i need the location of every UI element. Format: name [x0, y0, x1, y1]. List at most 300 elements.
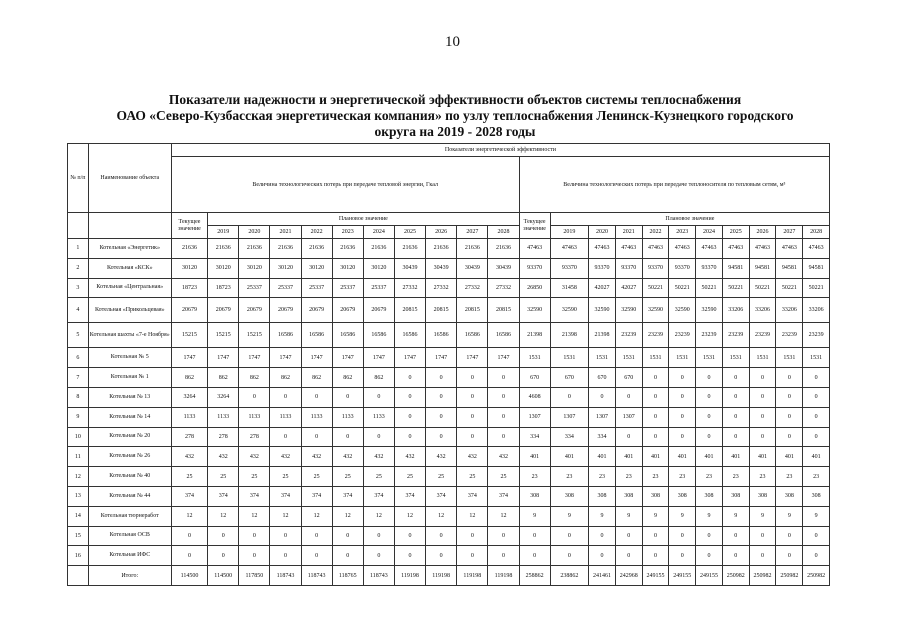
header-water-planned: Плановое значение — [550, 213, 829, 226]
water-planned-value: 0 — [803, 427, 830, 447]
water-planned-value: 23 — [803, 467, 830, 487]
water-planned-value: 50221 — [696, 278, 723, 298]
heat-planned-value: 16586 — [270, 323, 301, 348]
total-water-planned: 250982 — [722, 566, 749, 586]
heat-planned-value: 432 — [363, 447, 394, 467]
heat-planned-value: 1747 — [488, 348, 519, 368]
header-heat-current: Текущее значение — [171, 213, 207, 239]
heat-planned-value: 30120 — [301, 258, 332, 278]
heat-planned-value: 20815 — [488, 298, 519, 323]
water-planned-value: 23 — [722, 467, 749, 487]
header-heat-year: 2023 — [332, 226, 363, 239]
heat-planned-value: 25337 — [332, 278, 363, 298]
title-line-1: Показатели надежности и энергетической эффективности объектов системы теплоснабжения — [168, 92, 742, 107]
heat-planned-value: 1133 — [301, 407, 332, 427]
table-row — [68, 546, 857, 566]
water-planned-value: 0 — [749, 526, 776, 546]
row-number: 2 — [68, 258, 89, 278]
heat-planned-value: 0 — [363, 387, 394, 407]
water-planned-value: 50221 — [722, 278, 749, 298]
heat-planned-value: 374 — [208, 486, 239, 506]
water-planned-value: 0 — [776, 526, 803, 546]
heat-planned-value: 0 — [426, 368, 457, 388]
water-planned-value: 93370 — [642, 258, 669, 278]
water-planned-value: 0 — [776, 407, 803, 427]
heat-planned-value: 30439 — [426, 258, 457, 278]
heat-planned-value: 862 — [363, 368, 394, 388]
heat-current-value: 278 — [171, 427, 207, 447]
header-water-year: 2026 — [749, 226, 776, 239]
water-planned-value: 401 — [642, 447, 669, 467]
heat-planned-value: 25 — [457, 467, 488, 487]
heat-planned-value: 30120 — [270, 258, 301, 278]
water-planned-value: 0 — [669, 407, 696, 427]
heat-planned-value: 1133 — [208, 407, 239, 427]
header-water-year: 2022 — [642, 226, 669, 239]
water-current-value: 21398 — [519, 323, 550, 348]
water-planned-value: 0 — [669, 387, 696, 407]
water-current-value: 0 — [519, 526, 550, 546]
heat-current-value: 862 — [171, 368, 207, 388]
heat-planned-value: 3264 — [208, 387, 239, 407]
water-current-value: 334 — [519, 427, 550, 447]
heat-planned-value: 862 — [208, 368, 239, 388]
heat-planned-value: 0 — [394, 546, 425, 566]
heat-planned-value: 25 — [363, 467, 394, 487]
heat-planned-value: 21636 — [394, 239, 425, 259]
table-row — [68, 258, 857, 278]
heat-planned-value: 0 — [457, 427, 488, 447]
heat-planned-value: 1747 — [270, 348, 301, 368]
water-planned-value: 47463 — [669, 239, 696, 259]
heat-planned-value: 30120 — [363, 258, 394, 278]
total-water-planned: 250982 — [776, 566, 803, 586]
heat-planned-value: 432 — [457, 447, 488, 467]
water-planned-value: 0 — [749, 546, 776, 566]
water-planned-value: 401 — [749, 447, 776, 467]
water-planned-value: 23239 — [803, 323, 830, 348]
water-planned-value: 308 — [749, 486, 776, 506]
water-planned-value: 308 — [669, 486, 696, 506]
water-planned-value: 0 — [642, 427, 669, 447]
water-planned-value: 9 — [722, 506, 749, 526]
table-row — [68, 239, 857, 259]
water-planned-value: 1531 — [803, 348, 830, 368]
object-name: Котельная № 14 — [88, 407, 171, 427]
heat-planned-value: 374 — [270, 486, 301, 506]
total-heat-planned: 119198 — [394, 566, 425, 586]
water-planned-value: 0 — [722, 427, 749, 447]
water-planned-value: 0 — [589, 546, 616, 566]
heat-planned-value: 15215 — [239, 323, 270, 348]
water-current-value: 23 — [519, 467, 550, 487]
water-planned-value: 47463 — [615, 239, 642, 259]
heat-planned-value: 0 — [332, 546, 363, 566]
total-heat-planned: 119198 — [457, 566, 488, 586]
heat-current-value: 1133 — [171, 407, 207, 427]
heat-planned-value: 374 — [363, 486, 394, 506]
heat-planned-value: 21636 — [208, 239, 239, 259]
heat-planned-value: 0 — [270, 427, 301, 447]
water-planned-value: 1531 — [749, 348, 776, 368]
water-planned-value: 0 — [803, 387, 830, 407]
water-planned-value: 23 — [669, 467, 696, 487]
object-name: Котельная «КСК» — [88, 258, 171, 278]
heat-planned-value: 0 — [301, 526, 332, 546]
water-planned-value: 9 — [696, 506, 723, 526]
water-planned-value: 50221 — [642, 278, 669, 298]
heat-current-value: 374 — [171, 486, 207, 506]
heat-planned-value: 20679 — [239, 298, 270, 323]
water-planned-value: 0 — [615, 526, 642, 546]
water-planned-value: 308 — [589, 486, 616, 506]
water-planned-value: 308 — [803, 486, 830, 506]
total-heat-planned: 119198 — [426, 566, 457, 586]
total-water-planned: 249155 — [696, 566, 723, 586]
heat-planned-value: 1747 — [301, 348, 332, 368]
heat-planned-value: 25337 — [301, 278, 332, 298]
heat-planned-value: 374 — [488, 486, 519, 506]
water-planned-value: 0 — [776, 546, 803, 566]
object-name: Котельная ОСВ — [88, 526, 171, 546]
water-planned-value: 32590 — [642, 298, 669, 323]
water-planned-value: 1531 — [776, 348, 803, 368]
heat-planned-value: 25337 — [239, 278, 270, 298]
water-planned-value: 0 — [696, 387, 723, 407]
heat-planned-value: 374 — [394, 486, 425, 506]
water-planned-value: 334 — [589, 427, 616, 447]
heat-planned-value: 25 — [426, 467, 457, 487]
heat-planned-value: 1747 — [332, 348, 363, 368]
heat-planned-value: 432 — [239, 447, 270, 467]
heat-planned-value: 432 — [270, 447, 301, 467]
water-planned-value: 9 — [642, 506, 669, 526]
total-water-planned: 249155 — [669, 566, 696, 586]
heat-current-value: 15215 — [171, 323, 207, 348]
water-planned-value: 93370 — [589, 258, 616, 278]
heat-planned-value: 30439 — [394, 258, 425, 278]
header-heat-year: 2028 — [488, 226, 519, 239]
heat-planned-value: 0 — [426, 427, 457, 447]
object-name: Котельная № 1 — [88, 368, 171, 388]
water-planned-value: 0 — [696, 546, 723, 566]
water-current-value: 93370 — [519, 258, 550, 278]
heat-planned-value: 30439 — [488, 258, 519, 278]
heat-planned-value: 0 — [270, 546, 301, 566]
water-planned-value: 23239 — [642, 323, 669, 348]
water-planned-value: 0 — [642, 546, 669, 566]
table-row — [68, 526, 857, 546]
heat-planned-value: 1133 — [270, 407, 301, 427]
water-planned-value: 0 — [669, 427, 696, 447]
header-water-year: 2027 — [776, 226, 803, 239]
heat-planned-value: 1747 — [363, 348, 394, 368]
heat-planned-value: 374 — [426, 486, 457, 506]
header-water-current: Текущее значение — [519, 213, 550, 239]
water-planned-value: 94581 — [722, 258, 749, 278]
water-planned-value: 23 — [642, 467, 669, 487]
water-planned-value: 94581 — [749, 258, 776, 278]
heat-planned-value: 1747 — [239, 348, 270, 368]
row-number: 5 — [68, 323, 89, 348]
heat-planned-value: 20679 — [363, 298, 394, 323]
heat-planned-value: 30120 — [239, 258, 270, 278]
heat-planned-value: 12 — [457, 506, 488, 526]
heat-planned-value: 20815 — [426, 298, 457, 323]
water-planned-value: 23239 — [615, 323, 642, 348]
header-object-name: Наименование объекта — [88, 144, 171, 213]
header-water-losses: Величина технологических потерь при передаче теплоносителя по тепловым сетям, м³ — [519, 157, 830, 213]
water-planned-value: 23 — [550, 467, 588, 487]
heat-planned-value: 12 — [270, 506, 301, 526]
water-current-value: 308 — [519, 486, 550, 506]
heat-planned-value: 12 — [332, 506, 363, 526]
heat-planned-value: 374 — [301, 486, 332, 506]
water-planned-value: 0 — [803, 407, 830, 427]
water-planned-value: 0 — [696, 368, 723, 388]
row-number: 10 — [68, 427, 89, 447]
heat-planned-value: 1133 — [332, 407, 363, 427]
water-planned-value: 31458 — [550, 278, 588, 298]
heat-planned-value: 21636 — [363, 239, 394, 259]
heat-planned-value: 16586 — [457, 323, 488, 348]
heat-planned-value: 25 — [488, 467, 519, 487]
water-planned-value: 0 — [642, 407, 669, 427]
water-current-value: 26850 — [519, 278, 550, 298]
water-planned-value: 33206 — [749, 298, 776, 323]
header-water-year: 2025 — [722, 226, 749, 239]
object-name: Котельная № 44 — [88, 486, 171, 506]
heat-current-value: 0 — [171, 526, 207, 546]
water-planned-value: 9 — [615, 506, 642, 526]
total-heat-planned: 119198 — [488, 566, 519, 586]
header-number: № п/п — [68, 144, 89, 213]
water-planned-value: 93370 — [696, 258, 723, 278]
table-row — [68, 486, 857, 506]
heat-planned-value: 1747 — [394, 348, 425, 368]
water-planned-value: 23 — [589, 467, 616, 487]
heat-planned-value: 21636 — [332, 239, 363, 259]
heat-planned-value: 0 — [239, 526, 270, 546]
heat-planned-value: 0 — [332, 427, 363, 447]
water-planned-value: 0 — [722, 526, 749, 546]
water-planned-value: 33206 — [803, 298, 830, 323]
heat-planned-value: 0 — [394, 387, 425, 407]
water-planned-value: 9 — [589, 506, 616, 526]
heat-planned-value: 862 — [239, 368, 270, 388]
heat-planned-value: 0 — [363, 546, 394, 566]
water-planned-value: 23 — [615, 467, 642, 487]
water-planned-value: 32590 — [589, 298, 616, 323]
object-name: Котельная «Энергетик» — [88, 239, 171, 259]
heat-planned-value: 0 — [332, 526, 363, 546]
water-planned-value: 93370 — [615, 258, 642, 278]
heat-planned-value: 12 — [239, 506, 270, 526]
heat-planned-value: 25 — [239, 467, 270, 487]
water-planned-value: 0 — [550, 546, 588, 566]
water-planned-value: 23239 — [669, 323, 696, 348]
water-planned-value: 33206 — [776, 298, 803, 323]
heat-planned-value: 0 — [208, 546, 239, 566]
heat-planned-value: 30120 — [208, 258, 239, 278]
object-name: Котельная ИФС — [88, 546, 171, 566]
water-planned-value: 308 — [550, 486, 588, 506]
total-heat-planned: 118743 — [363, 566, 394, 586]
heat-planned-value: 0 — [394, 526, 425, 546]
heat-planned-value: 0 — [488, 368, 519, 388]
heat-planned-value: 862 — [270, 368, 301, 388]
total-heat-planned: 118765 — [332, 566, 363, 586]
heat-planned-value: 374 — [239, 486, 270, 506]
row-number: 4 — [68, 298, 89, 323]
heat-planned-value: 0 — [239, 387, 270, 407]
header-heat-year: 2019 — [208, 226, 239, 239]
water-planned-value: 94581 — [776, 258, 803, 278]
title-line-2: ОАО «Северо-Кузбасская энергетическая компания» по узлу теплоснабжения Ленинск-Кузнецкого городского — [116, 108, 794, 123]
water-planned-value: 401 — [669, 447, 696, 467]
water-planned-value: 401 — [550, 447, 588, 467]
water-planned-value: 334 — [550, 427, 588, 447]
heat-planned-value: 0 — [488, 387, 519, 407]
water-planned-value: 32590 — [550, 298, 588, 323]
water-planned-value: 0 — [722, 407, 749, 427]
heat-current-value: 20679 — [171, 298, 207, 323]
water-planned-value: 9 — [669, 506, 696, 526]
heat-current-value: 12 — [171, 506, 207, 526]
heat-planned-value: 1133 — [363, 407, 394, 427]
water-planned-value: 401 — [803, 447, 830, 467]
header-water-year: 2023 — [669, 226, 696, 239]
water-planned-value: 42027 — [589, 278, 616, 298]
water-current-value: 1531 — [519, 348, 550, 368]
heat-planned-value: 20679 — [208, 298, 239, 323]
water-planned-value: 50221 — [776, 278, 803, 298]
object-name: Котельная тюрнеработ — [88, 506, 171, 526]
water-planned-value: 0 — [642, 387, 669, 407]
heat-planned-value: 0 — [426, 387, 457, 407]
heat-planned-value: 25 — [208, 467, 239, 487]
row-number: 1 — [68, 239, 89, 259]
water-planned-value: 0 — [615, 427, 642, 447]
heat-planned-value: 30120 — [332, 258, 363, 278]
total-heat-planned: 117850 — [239, 566, 270, 586]
water-planned-value: 0 — [589, 387, 616, 407]
heat-planned-value: 0 — [457, 546, 488, 566]
water-planned-value: 0 — [749, 387, 776, 407]
heat-planned-value: 0 — [426, 407, 457, 427]
water-planned-value: 47463 — [749, 239, 776, 259]
total-water-planned: 238862 — [550, 566, 588, 586]
heat-current-value: 432 — [171, 447, 207, 467]
water-planned-value: 93370 — [669, 258, 696, 278]
header-water-year: 2021 — [615, 226, 642, 239]
table-row — [68, 348, 857, 368]
water-planned-value: 0 — [550, 526, 588, 546]
document-title — [60, 92, 850, 140]
heat-planned-value: 20679 — [301, 298, 332, 323]
row-number: 3 — [68, 278, 89, 298]
heat-planned-value: 30439 — [457, 258, 488, 278]
water-current-value: 9 — [519, 506, 550, 526]
water-planned-value: 0 — [696, 407, 723, 427]
heat-planned-value: 278 — [208, 427, 239, 447]
water-planned-value: 0 — [722, 546, 749, 566]
total-heat-planned: 118743 — [270, 566, 301, 586]
header-water-year: 2019 — [550, 226, 588, 239]
heat-planned-value: 1747 — [457, 348, 488, 368]
water-planned-value: 23239 — [696, 323, 723, 348]
water-planned-value: 401 — [776, 447, 803, 467]
water-planned-value: 0 — [642, 368, 669, 388]
water-planned-value: 1307 — [615, 407, 642, 427]
water-planned-value: 0 — [669, 526, 696, 546]
heat-planned-value: 0 — [208, 526, 239, 546]
heat-planned-value: 0 — [426, 526, 457, 546]
water-planned-value: 670 — [550, 368, 588, 388]
header-water-year: 2024 — [696, 226, 723, 239]
heat-planned-value: 0 — [394, 368, 425, 388]
heat-planned-value: 432 — [301, 447, 332, 467]
water-planned-value: 0 — [776, 427, 803, 447]
heat-planned-value: 432 — [426, 447, 457, 467]
row-number: 7 — [68, 368, 89, 388]
water-planned-value: 0 — [615, 546, 642, 566]
heat-planned-value: 0 — [332, 387, 363, 407]
header-heat-losses: Величина технологических потерь при передаче тепловой энергии, Гкал — [171, 157, 519, 213]
water-planned-value: 0 — [803, 368, 830, 388]
water-planned-value: 23239 — [722, 323, 749, 348]
heat-planned-value: 27332 — [488, 278, 519, 298]
water-planned-value: 47463 — [803, 239, 830, 259]
heat-planned-value: 27332 — [457, 278, 488, 298]
heat-planned-value: 0 — [301, 387, 332, 407]
heat-planned-value: 25337 — [270, 278, 301, 298]
water-planned-value: 23239 — [776, 323, 803, 348]
heat-planned-value: 374 — [332, 486, 363, 506]
water-current-value: 670 — [519, 368, 550, 388]
water-planned-value: 1531 — [696, 348, 723, 368]
water-planned-value: 1531 — [589, 348, 616, 368]
heat-planned-value: 0 — [488, 526, 519, 546]
water-current-value: 0 — [519, 546, 550, 566]
water-planned-value: 1531 — [615, 348, 642, 368]
heat-planned-value: 1747 — [208, 348, 239, 368]
water-planned-value: 0 — [803, 526, 830, 546]
heat-planned-value: 20679 — [332, 298, 363, 323]
heat-planned-value: 0 — [270, 387, 301, 407]
heat-planned-value: 20815 — [394, 298, 425, 323]
heat-planned-value: 1133 — [239, 407, 270, 427]
table-row — [68, 368, 857, 388]
water-planned-value: 401 — [722, 447, 749, 467]
heat-planned-value: 25 — [332, 467, 363, 487]
total-heat-planned: 114500 — [208, 566, 239, 586]
row-number: 8 — [68, 387, 89, 407]
header-heat-year: 2026 — [426, 226, 457, 239]
heat-planned-value: 0 — [394, 407, 425, 427]
heat-planned-value: 21636 — [239, 239, 270, 259]
water-planned-value: 0 — [749, 427, 776, 447]
water-planned-value: 0 — [669, 368, 696, 388]
water-planned-value: 401 — [589, 447, 616, 467]
row-number: 13 — [68, 486, 89, 506]
heat-planned-value: 16586 — [394, 323, 425, 348]
water-planned-value: 0 — [749, 407, 776, 427]
water-current-value: 1307 — [519, 407, 550, 427]
water-planned-value: 23 — [749, 467, 776, 487]
heat-planned-value: 0 — [457, 387, 488, 407]
table-row — [68, 298, 857, 323]
